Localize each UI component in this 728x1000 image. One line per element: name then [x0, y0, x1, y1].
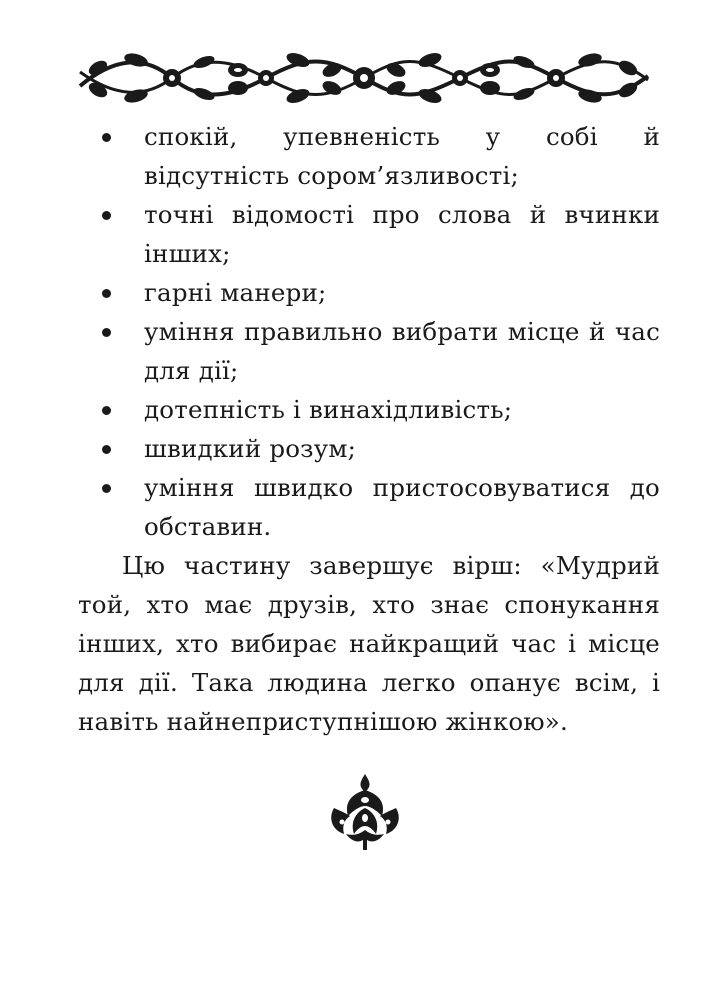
list-item-text: гарні манери; [144, 278, 327, 307]
floral-band-ornament [76, 48, 652, 106]
bullet-dot-icon [102, 406, 111, 415]
list-item-text: дотепність і винахідливість; [144, 395, 513, 424]
bullet-dot-icon [102, 133, 111, 142]
bullet-dot-icon [102, 289, 111, 298]
bullet-dot-icon [102, 445, 111, 454]
list-item [100, 429, 660, 468]
list-item-text: уміння швидко пристосовуватися до обставин. [144, 473, 660, 541]
bullet-dot-icon [102, 484, 111, 493]
page-body [78, 117, 660, 741]
list-item-text: швидкий розум; [144, 434, 357, 463]
list-item [100, 468, 660, 546]
list-item [100, 312, 660, 390]
lotus-ornament [324, 772, 406, 852]
closing-paragraph: Цю частину завершує вірш: «Мудрий той, хто має друзів, хто знає спонукання інших, хто вибирає найкращий час і місце для дії. Така людина легко опанує всім, і навіть найнеприступнішою жінкою». [78, 551, 660, 736]
list-item [100, 390, 660, 429]
list-item-text: спокій, упевненість у собі й відсутність сором’язливості; [144, 122, 660, 190]
list-item [100, 117, 660, 195]
bullet-dot-icon [102, 328, 111, 337]
list-item [100, 273, 660, 312]
bullet-dot-icon [102, 211, 111, 220]
bullet-list [100, 117, 660, 546]
list-item [100, 195, 660, 273]
list-item-text: точні відомості про слова й вчинки інших; [144, 200, 660, 268]
list-item-text: уміння правильно вибрати місце й час для дії; [144, 317, 660, 385]
